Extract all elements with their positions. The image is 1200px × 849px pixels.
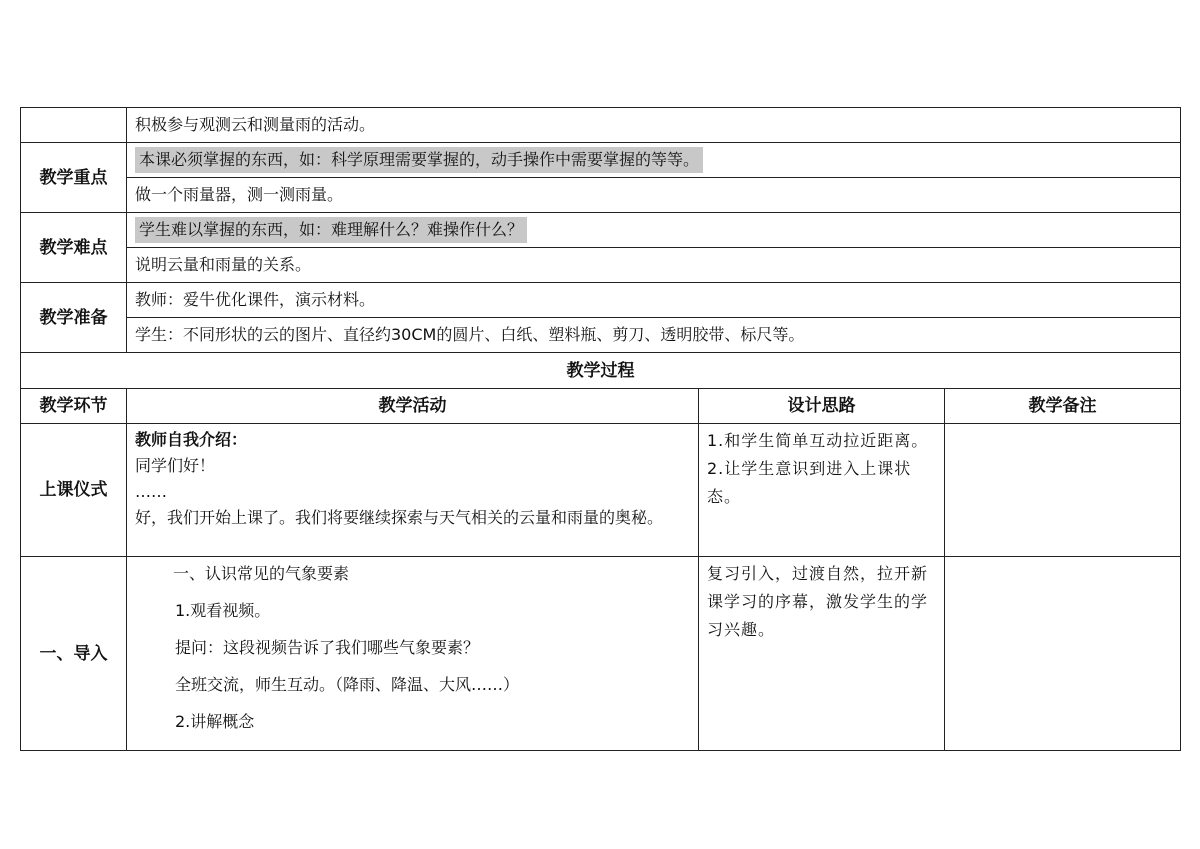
key-points-hint: 本课必须掌握的东西，如：科学原理需要掌握的，动手操作中需要掌握的等等。 — [135, 147, 703, 173]
header-stage: 教学环节 — [21, 389, 127, 424]
intro-row — [21, 557, 1181, 751]
key-points-row-1 — [21, 143, 1181, 178]
ritual-activity-title: 教师自我介绍： — [135, 430, 248, 449]
key-points-hint-cell — [127, 143, 1181, 178]
ritual-activity — [127, 424, 699, 557]
ritual-design — [699, 424, 945, 557]
process-header-row — [21, 389, 1181, 424]
ritual-design-text: 1.和学生简单互动拉近距离。2.让学生意识到进入上课状态。 — [707, 431, 929, 506]
intro-activity-line: 2.讲解概念 — [175, 712, 255, 731]
difficult-points-hint: 学生难以掌握的东西，如：难理解什么？难操作什么？ — [135, 217, 527, 243]
header-activity: 教学活动 — [127, 389, 699, 424]
preparation-student: 学生：不同形状的云的图片、直径约30CM的圆片、白纸、塑料瓶、剪刀、透明胶带、标尺等。 — [127, 318, 1181, 353]
key-points-content: 做一个雨量器，测一测雨量。 — [127, 178, 1181, 213]
ritual-activity-line: …… — [135, 482, 167, 501]
goal-row — [21, 108, 1181, 143]
process-title: 教学过程 — [21, 353, 1181, 389]
key-points-label: 教学重点 — [21, 143, 127, 213]
ritual-note — [945, 424, 1181, 557]
preparation-label: 教学准备 — [21, 283, 127, 353]
intro-activity-line: 一、认识常见的气象要素 — [173, 564, 350, 583]
ritual-activity-line: 好，我们开始上课了。我们将要继续探索与天气相关的云量和雨量的奥秘。 — [135, 508, 664, 527]
goal-label-cell — [21, 108, 127, 143]
intro-activity — [127, 557, 699, 751]
difficult-points-row-1 — [21, 213, 1181, 248]
intro-activity-line: 1.观看视频。 — [175, 601, 271, 620]
intro-design-text: 复习引入，过渡自然，拉开新课学习的序幕，激发学生的学习兴趣。 — [707, 564, 929, 639]
intro-note — [945, 557, 1181, 751]
preparation-teacher: 教师：爱牛优化课件，演示材料。 — [127, 283, 1181, 318]
intro-design — [699, 557, 945, 751]
intro-activity-line: 全班交流，师生互动。（降雨、降温、大风……） — [175, 675, 520, 694]
difficult-points-label: 教学难点 — [21, 213, 127, 283]
preparation-row-2 — [21, 318, 1181, 353]
ritual-label: 上课仪式 — [21, 424, 127, 557]
difficult-points-hint-cell — [127, 213, 1181, 248]
intro-label: 一、导入 — [21, 557, 127, 751]
process-title-row — [21, 353, 1181, 389]
difficult-points-row-2 — [21, 248, 1181, 283]
header-design: 设计思路 — [699, 389, 945, 424]
ritual-activity-line: 同学们好！ — [135, 456, 216, 475]
goal-content: 积极参与观测云和测量雨的活动。 — [127, 108, 1181, 143]
lesson-plan-table — [20, 107, 1181, 751]
preparation-row-1 — [21, 283, 1181, 318]
difficult-points-content: 说明云量和雨量的关系。 — [127, 248, 1181, 283]
header-note: 教学备注 — [945, 389, 1181, 424]
ritual-row — [21, 424, 1181, 557]
intro-activity-line: 提问：这段视频告诉了我们哪些气象要素？ — [175, 638, 480, 657]
key-points-row-2 — [21, 178, 1181, 213]
